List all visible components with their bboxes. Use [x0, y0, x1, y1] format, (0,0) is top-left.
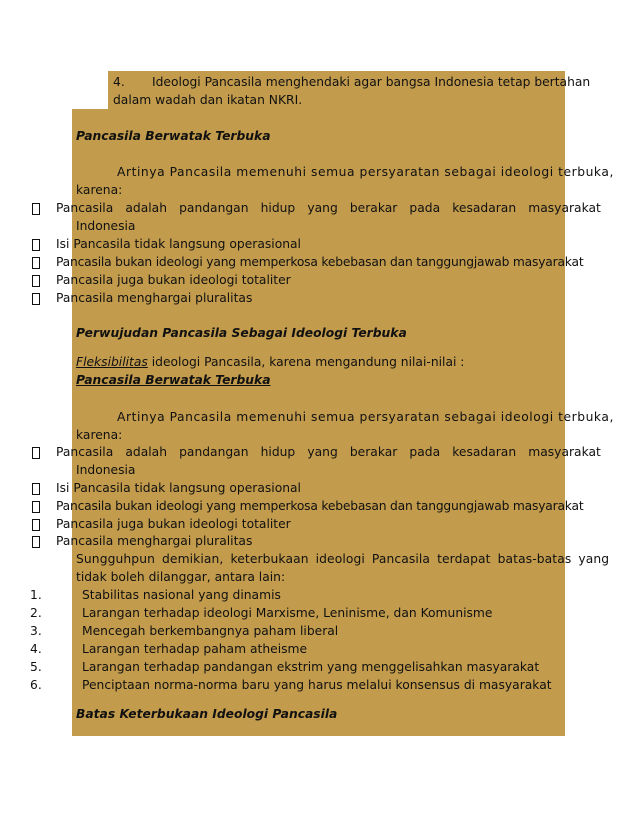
top-item-number: 4. — [113, 75, 125, 89]
top-item-line1-text: Ideologi Pancasila menghendaki agar bangsa Indonesia tetap bertahan — [152, 75, 591, 89]
bullet-icon — [32, 203, 40, 215]
bullet-item: Pancasila bukan ideologi yang memperkosa kebebasan dan tanggungjawab masyarakat — [56, 499, 584, 513]
bullet-item: Isi Pancasila tidak langsung operasional — [56, 481, 301, 495]
sungguhpun-line2: tidak boleh dilanggar, antara lain: — [76, 570, 286, 584]
bullet-item: Pancasila juga bukan ideologi totaliter — [56, 517, 291, 531]
bullet-item: Pancasila bukan ideologi yang memperkosa kebebasan dan tanggungjawab masyarakat — [56, 255, 584, 269]
bullet-icon — [32, 447, 40, 459]
fleksibilitas-line — [76, 354, 464, 371]
list-number: 5. — [30, 660, 42, 674]
bullet-icon — [32, 257, 40, 269]
bullet-item: Pancasila menghargai pluralitas — [56, 291, 253, 305]
bullet-item: Pancasila juga bukan ideologi totaliter — [56, 273, 291, 287]
list-item: Mencegah berkembangnya paham liberal — [82, 624, 339, 638]
list-item: Larangan terhadap pandangan ekstrim yang menggelisahkan masyarakat — [82, 660, 540, 674]
heading-perwujudan: Perwujudan Pancasila Sebagai Ideologi Terbuka — [76, 326, 407, 340]
heading-pancasila-berwatak-terbuka-2: Pancasila Berwatak Terbuka — [76, 373, 271, 387]
artinya-line2-repeat: karena: — [76, 428, 123, 442]
bullet-item: Pancasila menghargai pluralitas — [56, 534, 253, 548]
bullet-icon — [32, 483, 40, 495]
bullet-icon — [32, 275, 40, 287]
bullet-item-continuation: Indonesia — [76, 219, 136, 233]
heading-pancasila-berwatak-terbuka: Pancasila Berwatak Terbuka — [76, 129, 271, 143]
list-number: 2. — [30, 606, 42, 620]
bullet-icon — [32, 293, 40, 305]
list-item: Larangan terhadap paham atheisme — [82, 642, 308, 656]
list-item: Stabilitas nasional yang dinamis — [82, 588, 281, 602]
list-number: 6. — [30, 678, 42, 692]
bullet-icon — [32, 239, 40, 251]
bullet-item: Pancasila adalah pandangan hidup yang berakar pada kesadaran masyarakat — [56, 445, 601, 459]
artinya-line1: Artinya Pancasila memenuhi semua persyaratan sebagai ideologi terbuka, — [117, 165, 614, 179]
list-item: Penciptaan norma-norma baru yang harus melalui konsensus di masyarakat — [82, 678, 552, 692]
bullet-icon — [32, 519, 40, 531]
bullet-item: Pancasila adalah pandangan hidup yang berakar pada kesadaran masyarakat — [56, 201, 601, 215]
list-number: 1. — [30, 588, 42, 602]
fleksibilitas-term: Fleksibilitas — [76, 355, 148, 369]
bullet-item-continuation: Indonesia — [76, 463, 136, 477]
top-item-line2: dalam wadah dan ikatan NKRI. — [113, 93, 303, 107]
list-number: 4. — [30, 642, 42, 656]
heading-batas-keterbukaan: Batas Keterbukaan Ideologi Pancasila — [76, 707, 338, 721]
bullet-icon — [32, 501, 40, 513]
bullet-icon — [32, 536, 40, 548]
artinya-line2: karena: — [76, 183, 123, 197]
fleksibilitas-rest: ideologi Pancasila, karena mengandung nilai-nilai : — [147, 355, 465, 369]
list-number: 3. — [30, 624, 42, 638]
list-item: Larangan terhadap ideologi Marxisme, Leninisme, dan Komunisme — [82, 606, 493, 620]
sungguhpun-line1: Sungguhpun demikian, keterbukaan ideologi Pancasila terdapat batas-batas yang — [76, 552, 610, 566]
bullet-item: Isi Pancasila tidak langsung operasional — [56, 237, 301, 251]
artinya-line1-repeat: Artinya Pancasila memenuhi semua persyaratan sebagai ideologi terbuka, — [117, 410, 614, 424]
top-item-line1 — [152, 74, 591, 91]
